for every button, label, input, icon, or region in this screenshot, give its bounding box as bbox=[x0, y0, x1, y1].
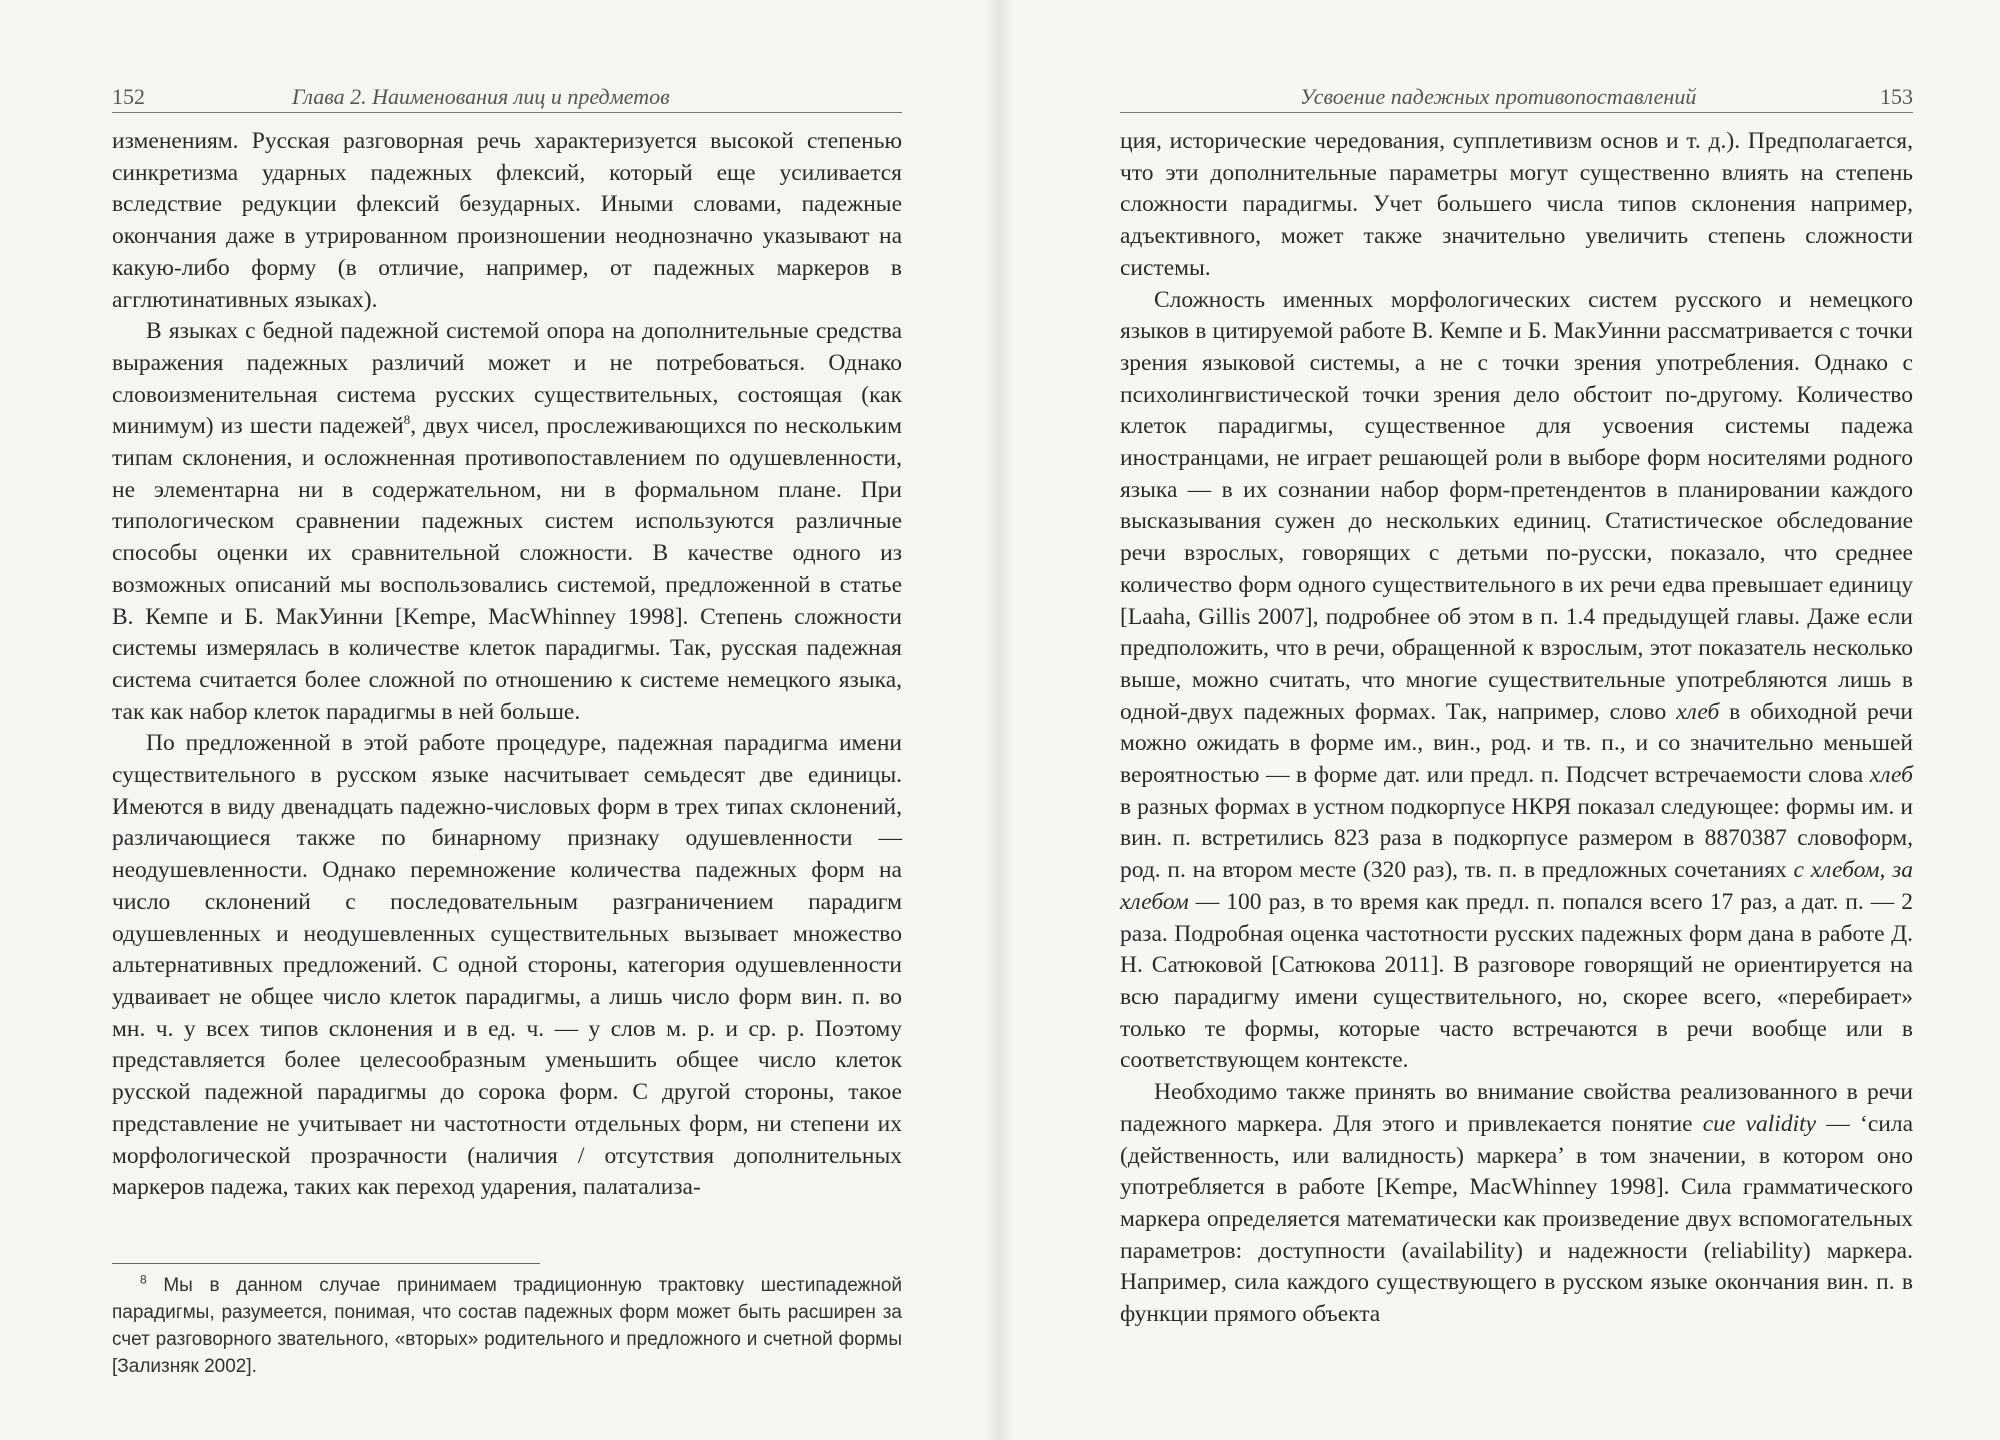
footnote-reference[interactable]: 8 bbox=[403, 412, 411, 428]
right-body-text bbox=[1120, 126, 1913, 1331]
right-page bbox=[1000, 0, 2000, 1440]
right-paragraph-2: Сложность именных морфологических систем русского и немецкого языков в цитируемой работе В. Кемпе и Б. МакУинни рассматривается с точки зрения языковой системы, а не с точки зрения употребления. Однако с психолингвистической точки зрения дело обстоит по-другому. Количество клеток парадигмы, существенное для усвоения системы падежа иностранцами, не играет решающей роли в выборе форм носителями родного языка — в их сознании набор форм-претендентов в планировании каждого высказывания сужен до нескольких единиц. Статистическое обследование речи взрослых, говорящих с детьми по-русски, показало, что среднее количество форм одного существительного в их речи едва превышает единицу [Laaha, Gillis 2007], подробнее об этом в п. 1.4 предыдущей главы. Даже если предположить, что в речи, обращенной к взрослым, этот показатель несколько выше, можно считать, что многие существительные употребляются лишь в одной-двух падежных формах. Так, например, слово хлеб в обиходной речи можно ожидать в форме им., вин., род. и тв. п., и со значительно меньшей вероятностью — в форме дат. или предл. п. Подсчет встречаемости слова хлеб в разных формах в устном подкорпусе НКРЯ показал следующее: формы им. и вин. п. встретились 823 раза в подкорпусе размером в 8870387 словоформ, род. п. на втором месте (320 раз), тв. п. в предложных сочетаниях с хлебом, за хлебом — 100 раз, в то время как предл. п. попался всего 17 раз, а дат. п. — 2 раза. Подробная оценка частотности русских падежных форм дана в работе Д. Н. Сатюковой [Сатюкова 2011]. В разговоре говорящий не ориентируется на всю парадигму имени существительного, но, скорее всего, «перебирает» только те формы, которые часто встречаются в речи вообще или в соответствующем контексте. bbox=[1120, 286, 1914, 1074]
footnote bbox=[112, 1272, 902, 1380]
left-page-number: 152 bbox=[112, 84, 145, 109]
right-running-title: Усвоение падежных противопоставлений bbox=[1300, 84, 1697, 109]
footnote-mark: 8 bbox=[140, 1272, 147, 1287]
right-running-header bbox=[1120, 84, 1913, 113]
left-body-text bbox=[112, 126, 902, 1204]
right-page-number: 153 bbox=[1880, 84, 1913, 109]
left-paragraph-2: В языках с бедной падежной системой опора на дополнительные средства выражения падежных различий может и не потребоваться. Однако словоизменительная система русских существительных, состоящая (как минимум) из шести падежей$^8$, двух чисел, прослеживающихся по нескольким типам склонения, и осложненная противопоставлением по одушевленности, не элементарна ни в содержательном, ни в формальном плане. При типологическом сравнении падежных систем используются различные способы оценки их сравнительной сложности. В качестве одного из возможных описаний мы воспользовались системой, предложенной в статье В. Кемпе и Б. МакУинни [Kempe, MacWhinney 1998]. Степень сложности системы измерялась в количестве клеток парадигмы. Так, русская падежная система считается более сложной по отношению к системе немецкого языка, так как набор клеток парадигмы в ней больше. bbox=[112, 318, 902, 725]
right-paragraph-1: ция, исторические чередования, супплетивизм основ и т. д.). Предполагается, что эти дополнительные параметры могут существенно влиять на степень сложности парадигмы. Учет большего числа типов склонения например, адъективного, может также значительно увеличить степень сложности системы. bbox=[1120, 128, 1913, 281]
right-paragraph-3: Необходимо также принять во внимание свойства реализованного в речи падежного маркера. Для этого и привлекается понятие cue validity — ‘сила (действенность, или валидность) маркера’ в том значении, в котором оно употребляется в работе [Kempe, MacWhinney 1998]. Сила грамматического маркера определяется математически как произведение двух вспомогательных параметров: доступности (availability) и надежности (reliability) маркера. Например, сила каждого существующего в русском языке окончания вин. п. в функции прямого объекта bbox=[1120, 1079, 1913, 1328]
left-running-title: Глава 2. Наименования лиц и предметов bbox=[292, 84, 670, 109]
left-paragraph-1: изменениям. Русская разговорная речь характеризуется высокой степенью синкретизма ударных падежных флексий, который еще усиливается вследствие редукции флексий безударных. Иными словами, падежные окончания даже в утрированном произношении неоднозначно указывают на какую-либо форму (в отличие, например, от падежных маркеров в агглютинативных языках). bbox=[112, 128, 902, 313]
book-gutter-shadow bbox=[985, 0, 1015, 1440]
left-running-header bbox=[112, 84, 902, 113]
footnote-divider bbox=[112, 1263, 540, 1264]
footnote-text: Мы в данном случае принимаем традиционную трактовку шестипадежной парадигмы, разумеется, понимая, что состав падежных форм может быть расширен за счет разговорного звательного, «вторых» родительного и предложного и счетной формы [Зализняк 2002]. bbox=[112, 1275, 902, 1377]
left-paragraph-3: По предложенной в этой работе процедуре, падежная парадигма имени существительного в русском языке насчитывает семьдесят две единицы. Имеются в виду двенадцать падежно-числовых форм в трех типах склонений, различающиеся также по бинарному признаку одушевленности — неодушевленности. Однако перемножение количества падежных форм на число склонений с последовательным разграничением парадигм одушевленных и неодушевленных существительных вызывает множество альтернативных предложений. С одной стороны, категория одушевленности удваивает не общее число клеток парадигмы, а лишь число форм вин. п. во мн. ч. у всех типов склонения и в ед. ч. — у слов м. р. и ср. р. Поэтому представляется более целесообразным уменьшить общее число клеток русской падежной парадигмы до сорока форм. С другой стороны, такое представление не учитывает ни частотности отдельных форм, ни степени их морфологической прозрачности (наличия / отсутствия дополнительных маркеров падежа, таких как переход ударения, палатализа- bbox=[112, 730, 902, 1201]
